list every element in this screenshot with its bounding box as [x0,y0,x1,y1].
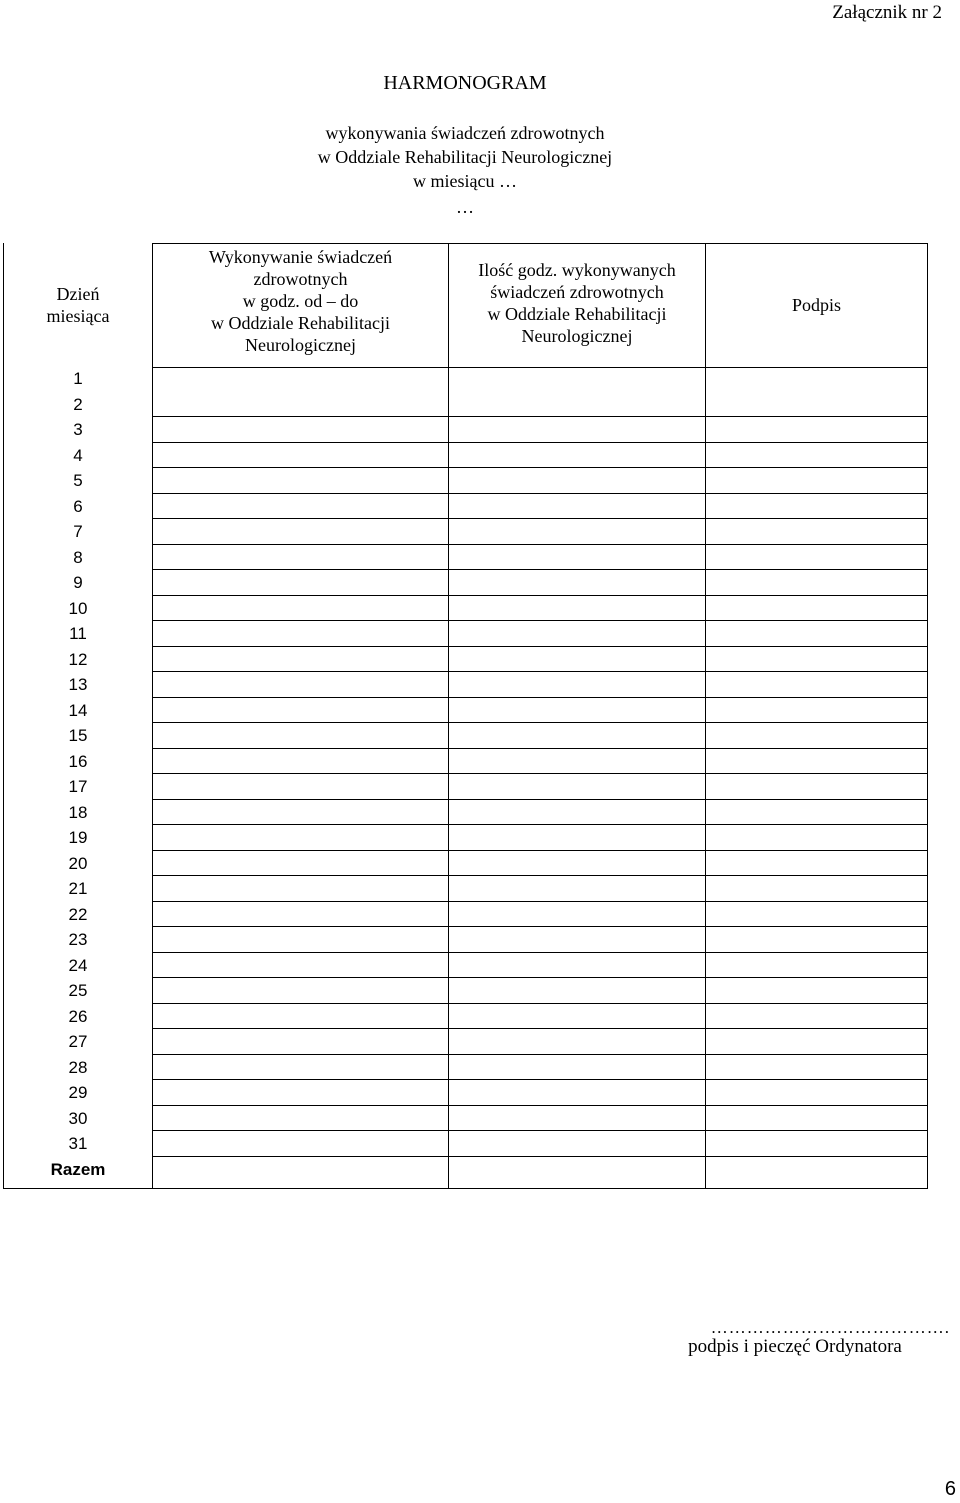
day-number: 22 [68,904,88,924]
day-number: 4 [73,445,83,465]
row-divider [152,952,928,953]
header-hours-line: Neurologicznej [245,335,356,355]
document-title: HARMONOGRAM [383,72,547,94]
day-number: 24 [68,955,88,975]
row-divider [152,493,928,494]
row-divider [152,748,928,749]
header-signature: Podpis [791,295,842,315]
header-hours-line: Wykonywanie świadczeń [208,247,393,267]
day-number: 10 [68,598,88,618]
header-count-line: Ilość godz. wykonywanych [478,260,676,280]
row-divider [152,1105,928,1106]
day-number: 29 [68,1083,88,1102]
header-hours [153,246,448,356]
day-number: 8 [73,547,83,567]
row-divider [152,697,928,698]
day-number: 16 [68,751,88,771]
subtitle-line: wykonywania świadczeń zdrowotnych [325,123,605,143]
column-divider [448,243,449,1189]
day-number: 31 [68,1134,88,1153]
day-number: 13 [68,675,88,694]
day-number: 2 [73,394,83,414]
day-number: 14 [68,700,88,720]
row-divider [152,799,928,800]
header-day-line: Dzień [56,284,100,304]
row-divider [152,671,928,672]
day-number: 6 [73,496,83,516]
attachment-label: Załącznik nr 2 [832,2,942,23]
day-number: 1 [73,369,83,388]
schedule-table [3,243,928,1189]
page-number: 6 [944,1478,956,1500]
day-number: 27 [68,1032,88,1051]
day-number: 20 [68,853,88,873]
day-column [3,243,153,1189]
header-hours-line: zdrowotnych [253,269,348,289]
day-number: 12 [68,649,88,669]
row-divider [152,1130,928,1131]
day-number: 19 [68,828,88,847]
column-divider [705,243,706,1189]
row-divider [152,824,928,825]
header-count-line: Neurologicznej [521,326,633,346]
header-count-line: świadczeń zdrowotnych [490,282,664,302]
day-number: 23 [68,930,88,949]
day-number: 9 [73,573,83,592]
row-divider [152,977,928,978]
row-divider [152,595,928,596]
row-divider [152,442,928,443]
day-number: 25 [68,981,88,1000]
day-number: 30 [68,1108,88,1128]
day-number: 26 [68,1006,88,1026]
row-divider [152,367,928,368]
row-divider [152,926,928,927]
subtitle-line: w Oddziale Rehabilitacji Neurologicznej [317,147,613,167]
row-divider [152,467,928,468]
day-number: 15 [68,726,88,745]
row-divider [152,620,928,621]
header-hours-line: w godz. od – do [242,291,359,311]
row-divider [152,1003,928,1004]
day-number: 11 [69,624,87,643]
table-top-border [152,243,928,244]
row-divider [152,569,928,570]
day-number: 21 [68,879,88,898]
row-divider [152,1028,928,1029]
header-day-line: miesiąca [46,306,110,326]
row-divider [152,544,928,545]
row-divider [152,1156,928,1157]
header-count-line: w Oddziale Rehabilitacji [487,304,667,324]
day-number: 3 [73,420,83,439]
day-number: 18 [68,802,88,822]
row-divider [152,416,928,417]
row-divider [152,518,928,519]
signature-dotted-line: …………………………………. [710,1318,950,1337]
row-divider [152,901,928,902]
day-number: 7 [73,522,83,541]
day-number: 5 [73,471,83,490]
subtitle-line: … [456,197,474,217]
total-label: Razem [50,1159,106,1179]
row-divider [152,1054,928,1055]
row-divider [152,722,928,723]
row-divider [152,646,928,647]
header-hours-line: w Oddziale Rehabilitacji [211,313,390,333]
header-hours-count [449,259,705,347]
day-number: 17 [68,777,88,796]
row-divider [152,1079,928,1080]
day-number: 28 [68,1057,88,1077]
row-divider [152,773,928,774]
row-divider [152,875,928,876]
row-divider [152,850,928,851]
subtitle-line: w miesiącu … [413,171,517,191]
table-border [927,243,928,1189]
signature-caption: podpis i pieczęć Ordynatora [688,1336,902,1357]
